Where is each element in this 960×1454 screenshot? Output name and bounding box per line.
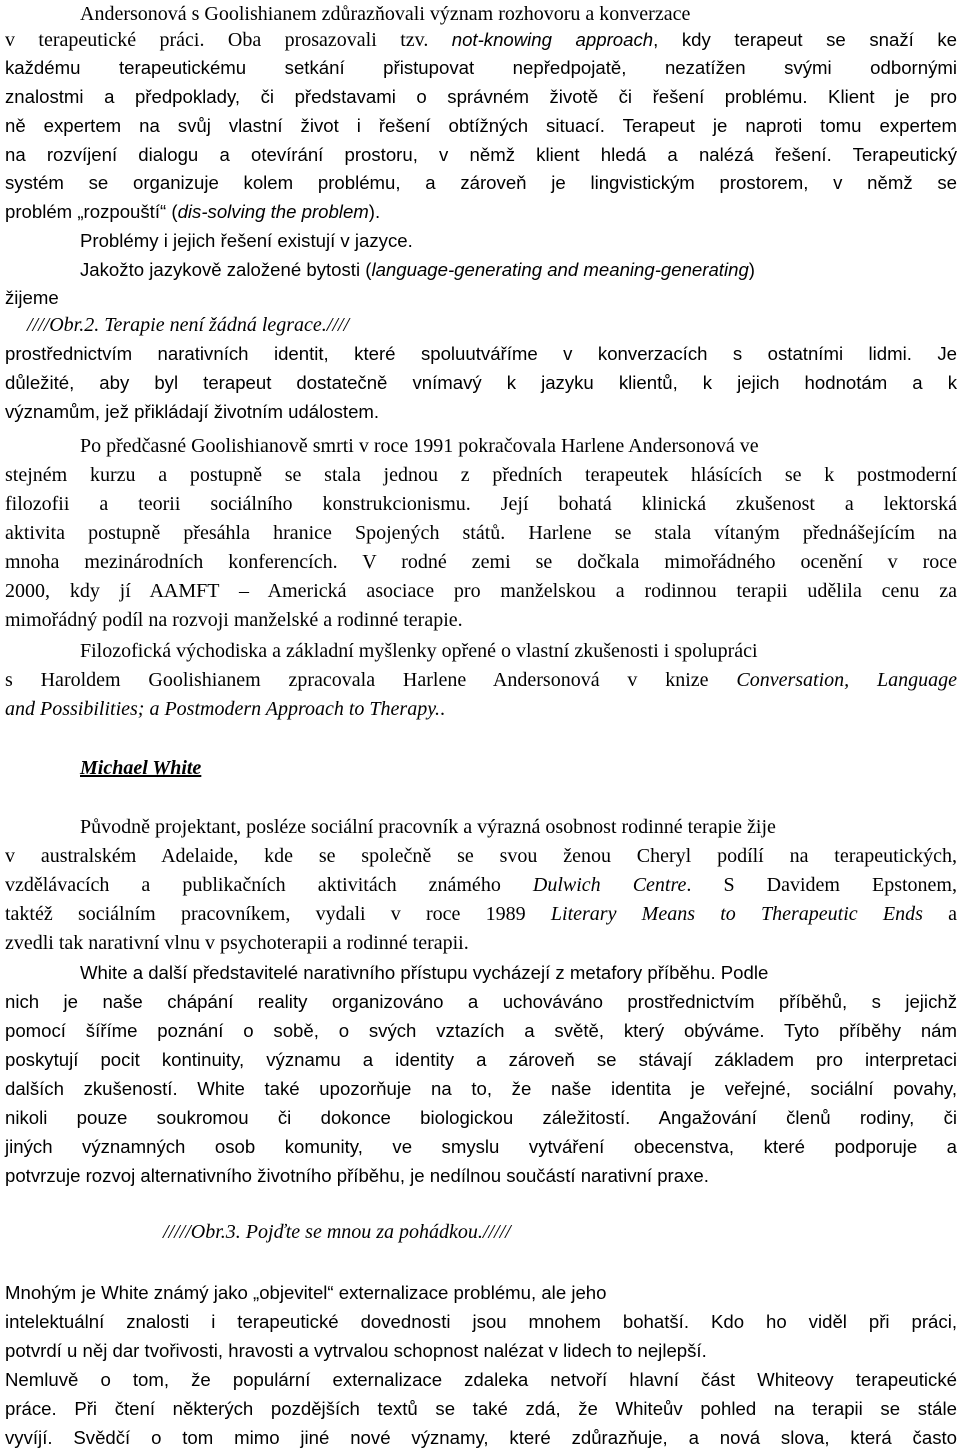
text-line — [5, 900, 957, 929]
text-line — [5, 339, 957, 368]
text-line — [5, 461, 957, 490]
text-span: dalších zkušeností. White také upozorňuje na to, že naše identita je veřejné, sociální povahy, — [5, 1078, 957, 1099]
text-line — [80, 637, 758, 666]
text-line — [5, 548, 957, 577]
text-line — [5, 695, 445, 724]
text-line — [5, 140, 957, 169]
text-line — [5, 1278, 606, 1307]
text-span: ně expertem na svůj vlastní život i řešení obtížných situací. Terapeut je naproti tomu expertem — [5, 115, 957, 136]
text-line — [5, 25, 957, 54]
text-line — [5, 871, 957, 900]
text-span: v terapeutické práci. Oba prosazovali tzv. — [5, 29, 452, 51]
text-line — [80, 226, 413, 255]
text-span: potvrzuje rozvoj alternativního životního příběhu, je nedílnou součástí narativní praxe. — [5, 1165, 709, 1186]
text-span: každému terapeutickému setkání přistupovat nepředpojatě, nezatížen svými odbornými — [5, 57, 957, 78]
text-span: práce. Při čtení některých pozdějších textů se také zdá, že Whiteův pohled na terapii se stále — [5, 1398, 957, 1419]
italic-term: not-knowing approach — [451, 29, 654, 50]
heading-text: Michael White — [80, 757, 202, 779]
text-line — [5, 490, 957, 519]
text-line — [5, 111, 957, 140]
italic-term: dis-solving the problem — [177, 201, 369, 222]
text-span: životě či řešení problému. Klient je pro — [549, 86, 957, 107]
italic-term: Dulwich Centre — [532, 874, 687, 896]
text-span: mnoha mezinárodních konferencích. V rodné zemi se dočkala mimořádného ocenění v roce — [5, 551, 957, 573]
text-line — [5, 929, 469, 958]
text-span: intelektuální znalosti i terapeutické dovednosti jsou mnohem bohatší. Kdo ho viděl při práci, — [5, 1311, 957, 1332]
text-span: ) — [748, 259, 755, 280]
text-span: důležité, aby byl terapeut dostatečně vnímavý k jazyku klientů, k jejich hodnotám a k — [5, 372, 957, 393]
text-line — [80, 432, 759, 461]
text-span: Jakožto jazykově založené bytosti ( — [80, 259, 372, 280]
text-line — [5, 1161, 709, 1190]
book-title: Conversation, Language — [736, 669, 957, 691]
text-span: potvrdí u něj dar tvořivosti, hravosti a vytrvalou schopnost nalézat v lidech to nejlepší. — [5, 1340, 707, 1361]
text-line — [80, 958, 957, 987]
text-span: . S Davidem Epstonem, — [686, 874, 957, 896]
text-span: filozofii a teorii sociálního konstrukcionismu. Její bohatá klinická zkušenost a lektorská — [5, 493, 957, 515]
text-span: významům, jež přikládají životním událostem. — [5, 401, 380, 422]
text-line — [5, 1103, 957, 1132]
figure-caption-text: ////Obr.2. Terapie není žádná legrace.//// — [27, 314, 350, 336]
text-line — [5, 1394, 957, 1423]
text-line — [5, 842, 957, 871]
text-line — [5, 577, 957, 606]
text-span: Filozofická východiska a základní myšlenky opřené o vlastní zkušenosti i spolupráci — [80, 640, 758, 662]
text-span: Mnohým je White známý jako „objevitel“ externalizace problému, ale jeho — [5, 1282, 607, 1303]
text-span: vyvíjí. Svědčí o tom mimo jiné nové významy, které zdůrazňuje, a nová slova, která často — [5, 1427, 957, 1448]
text-span: Problémy i jejich řešení existují v jazyce. — [80, 230, 413, 251]
text-span: Andersonová s Goolishianem zdůrazňovali význam rozhovoru a konverzace — [80, 3, 691, 25]
text-line — [5, 606, 463, 635]
text-line — [5, 368, 957, 397]
text-span: s Haroldem Goolishianem zpracovala Harlene Andersonová v knize — [5, 669, 737, 691]
text-line — [5, 53, 957, 82]
text-span: pomocí šíříme poznání o sobě, o svých vztazích a světě, který obýváme. Tyto příběhy nám — [5, 1020, 957, 1041]
text-span: stejném kurzu a postupně se stala jednou z předních terapeutek hlásících se k postmoderní — [5, 464, 957, 486]
figure-caption-text: /////Obr.3. Pojďte se mnou za pohádkou.///// — [163, 1221, 511, 1243]
text-span: znalostmi a předpoklady, či představami o správném — [5, 86, 550, 107]
text-line — [5, 1336, 707, 1365]
text-line — [5, 1074, 957, 1103]
text-span: v australském Adelaide, kde se společně se svou ženou Cheryl podílí na terapeutických, — [5, 845, 957, 867]
text-span: žijeme — [5, 287, 59, 308]
text-line — [5, 197, 380, 226]
italic-term: language-generating and meaning-generating — [371, 259, 749, 280]
figure-caption-2 — [27, 311, 349, 340]
book-title: and Possibilities; a Postmodern Approach to Therapy. — [5, 698, 440, 720]
text-span: . — [440, 698, 445, 720]
text-span: Po předčasné Goolishianově smrti v roce 1991 pokračovala Harlene Andersonová ve — [80, 435, 759, 457]
text-line — [80, 255, 755, 284]
text-span: a — [922, 903, 957, 925]
book-title: Literary Means to Therapeutic Ends — [550, 903, 923, 925]
text-span: poskytují pocit kontinuity, významu a identity a zároveň se stávají základem pro interpretaci — [5, 1049, 957, 1070]
text-line — [5, 666, 957, 695]
text-line — [80, 813, 776, 842]
text-span: zvedli tak narativní vlnu v psychoterapii a rodinné terapii. — [5, 932, 469, 954]
text-line — [5, 82, 957, 111]
text-line — [5, 519, 957, 548]
text-line — [5, 397, 379, 426]
text-span: nikoli pouze soukromou či dokonce biologickou záležitostí. Angažování členů rodiny, či — [5, 1107, 957, 1128]
text-line — [5, 1365, 957, 1394]
text-span: mimořádný podíl na rozvoji manželské a rodinné terapie. — [5, 609, 463, 631]
text-span: , kdy terapeut se snaží ke — [653, 29, 957, 50]
text-span: problém „rozpouští“ ( — [5, 201, 178, 222]
text-span: Původně projektant, posléze sociální pracovník a výrazná osobnost rodinné terapie žije — [80, 816, 776, 838]
text-line — [5, 987, 957, 1016]
text-span: jiných významných osob komunity, ve smyslu vytváření obecenstva, které podporuje a — [5, 1136, 957, 1157]
text-line — [5, 1045, 957, 1074]
text-span: taktéž sociálním pracovníkem, vydali v roce 1989 — [5, 903, 551, 925]
text-span: 2000, kdy jí AAMFT – Americká asociace pro manželskou a rodinnou terapii udělila cenu za — [5, 580, 957, 602]
text-span: aktivita postupně přesáhla hranice Spojených států. Harlene se stala vítaným přednášejícím na — [5, 522, 957, 544]
text-span: ). — [368, 201, 381, 222]
text-line — [5, 1016, 957, 1045]
text-line — [5, 1423, 957, 1452]
section-heading — [80, 754, 201, 783]
text-span: na rozvíjení dialogu a otevírání prostoru, v němž klient hledá a nalézá řešení. Terapeutický — [5, 144, 957, 165]
text-span: vzdělávacích a publikačních aktivitách známého — [5, 874, 533, 896]
figure-caption-3 — [163, 1218, 511, 1247]
text-span: nich je naše chápání reality organizováno a uchováváno prostřednictvím příběhů, s jejichž — [5, 991, 957, 1012]
text-line — [5, 1307, 957, 1336]
text-span: White a další představitelé narativního přístupu vycházejí z metafory příběhu. Podle — [80, 962, 769, 983]
text-line — [5, 1132, 957, 1161]
text-span: systém se organizuje kolem problému, a zároveň je lingvistickým prostorem, v němž se — [5, 172, 957, 193]
text-span: prostřednictvím narativních identit, které spoluutváříme v konverzacích s ostatními lidmi. Je — [5, 343, 957, 364]
text-line — [5, 168, 957, 197]
text-line — [5, 283, 59, 312]
text-span: Nemluvě o tom, že populární externalizace zdaleka netvoří hlavní část Whiteovy terapeutické — [5, 1369, 957, 1390]
